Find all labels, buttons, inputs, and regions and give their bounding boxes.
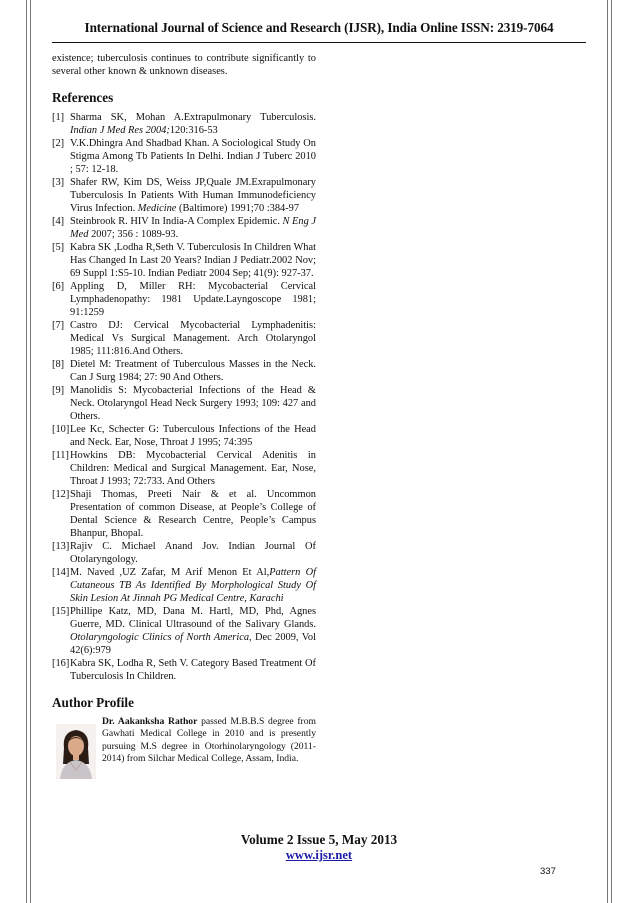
reference-plain-text: Sharma SK, Mohan A.Extrapulmonary Tuberculosis. <box>70 112 316 123</box>
reference-number: [9] <box>52 385 65 396</box>
reference-number: [4] <box>52 216 65 227</box>
reference-number: [14] <box>52 567 70 578</box>
volume-issue: Volume 2 Issue 5, May 2013 <box>240 832 398 847</box>
reference-text <box>70 137 316 176</box>
reference-plain-text: Manolidis S: Mycobacterial Infections of the Head & Neck. Otolaryngol Head Neck Surgery 1993; 109: 427 and Others. <box>70 385 316 422</box>
journal-header: International Journal of Science and Research (IJSR), India Online ISSN: 2319-7064 <box>84 20 554 35</box>
reference-item <box>52 319 316 358</box>
reference-text <box>70 657 316 683</box>
header-rule <box>52 42 586 43</box>
reference-italic-text: Pattern Of Cutaneous TB As Identified By Morphological Study Of Skin Lesion At Jinnah PG Medical Centre, Karachi <box>70 567 317 604</box>
reference-number: [5] <box>52 242 65 253</box>
reference-item <box>52 358 316 384</box>
reference-italic-text: Indian J Med Res 2004; <box>70 125 170 136</box>
reference-plain-text: Kabra SK ,Lodha R,Seth V. Tuberculosis In Children What Has Changed In Last 20 Years? Indian J Pediatr.2002 Nov; 69 Suppl 1:S5-10. Indian Pediatr 2004 Sep; 41(9): 927-37. <box>70 242 316 279</box>
reference-text <box>70 280 316 319</box>
reference-plain-text: M. Naved ,UZ Zafar, M Arif Menon Et Al, <box>70 567 270 578</box>
reference-text <box>70 566 316 605</box>
author-profile-heading: Author Profile <box>52 695 134 710</box>
reference-italic-text: N Eng J Med <box>70 216 316 240</box>
reference-text <box>70 319 316 358</box>
reference-plain-text: Steinbrook R. HIV In India-A Complex Epidemic. <box>70 216 283 227</box>
author-photo <box>56 724 96 779</box>
reference-text <box>70 423 316 449</box>
reference-plain-text: Dec 2009, Vol 42(6):979 <box>70 632 316 656</box>
reference-item <box>52 488 316 540</box>
reference-plain-text: 120:316-53 <box>169 125 218 136</box>
references-heading: References <box>52 90 114 105</box>
border-line <box>611 0 612 903</box>
reference-number: [12] <box>52 489 70 500</box>
reference-plain-text: Dietel M: Treatment of Tuberculous Masses in the Neck. Can J Surg 1984; 27: 90 And Others. <box>70 359 316 383</box>
text-column <box>52 52 316 779</box>
reference-plain-text: Appling D, Miller RH: Mycobacterial Cervical Lymphadenopathy: 1981 Update.Layngoscope 1981; 91:1259 <box>70 281 316 318</box>
reference-number: [1] <box>52 112 65 123</box>
reference-plain-text: Rajiv C. Michael Anand Jov. Indian Journal Of Otolaryngology. <box>70 541 316 565</box>
reference-plain-text: V.K.Dhingra And Shadbad Khan. A Sociological Study On Stigma Among Tb Patients In Delhi. Indian J Tuberc 2010 ; 57: 12-18. <box>70 138 316 175</box>
author-profile <box>52 716 316 779</box>
reference-item <box>52 566 316 605</box>
reference-text <box>70 540 316 566</box>
reference-number: [3] <box>52 177 65 188</box>
author-bio <box>102 716 316 779</box>
reference-list <box>52 111 316 683</box>
border-line <box>607 0 608 903</box>
reference-number: [6] <box>52 281 65 292</box>
reference-text <box>70 605 316 657</box>
reference-item <box>52 657 316 683</box>
reference-item <box>52 423 316 449</box>
reference-number: [16] <box>52 658 70 669</box>
reference-item <box>52 449 316 488</box>
reference-text <box>70 358 316 384</box>
reference-item <box>52 137 316 176</box>
reference-item <box>52 605 316 657</box>
reference-text <box>70 215 316 241</box>
author-name: Dr. Aakanksha Rathor <box>102 716 198 727</box>
reference-plain-text: 2007; 356 : 1089-93. <box>88 229 179 240</box>
reference-text <box>70 176 316 215</box>
reference-item <box>52 215 316 241</box>
journal-link[interactable]: www.ijsr.net <box>285 848 353 862</box>
reference-text <box>70 111 316 137</box>
reference-number: [8] <box>52 359 65 370</box>
reference-plain-text: Lee Kc, Schecter G: Tuberculous Infections of the Head and Neck. Ear, Nose, Throat J 1995; 74:395 <box>70 424 316 448</box>
reference-italic-text: Medicine <box>137 203 177 214</box>
reference-number: [15] <box>52 606 70 617</box>
border-line <box>30 0 31 903</box>
reference-plain-text: (Baltimore) 1991;70 :384-97 <box>176 203 300 214</box>
reference-item <box>52 176 316 215</box>
reference-number: [11] <box>52 450 69 461</box>
reference-number: [10] <box>52 424 70 435</box>
reference-number: [2] <box>52 138 65 149</box>
reference-number: [7] <box>52 320 65 331</box>
border-line <box>26 0 27 903</box>
reference-text <box>70 241 316 280</box>
page-footer <box>52 832 586 863</box>
reference-plain-text: Shafer RW, Kim DS, Weiss JP,Quale JM.Exrapulmonary Tuberculosis In Patients With Human Immunodeficiency Virus Infection. <box>70 177 316 214</box>
reference-plain-text: Shaji Thomas, Preeti Nair & et al. Uncommon Presentation of common Disease, at People’s College of Dental Science & Research Centre, People’s Campus Bhanpur, Bhopal. <box>70 489 316 539</box>
reference-item <box>52 111 316 137</box>
reference-plain-text: Phillipe Katz, MD, Dana M. Hartl, MD, Phd, Agnes Guerre, MD. Clinical Ultrasound of the Salivary Glands. <box>70 606 316 630</box>
reference-item <box>52 540 316 566</box>
reference-text <box>70 449 316 488</box>
reference-plain-text: Kabra SK, Lodha R, Seth V. Category Based Treatment Of Tuberculosis In Children. <box>70 658 316 682</box>
reference-item <box>52 280 316 319</box>
reference-item <box>52 384 316 423</box>
reference-number: [13] <box>52 541 70 552</box>
reference-text <box>70 488 316 540</box>
page-number: 337 <box>540 866 556 877</box>
reference-plain-text: Howkins DB: Mycobacterial Cervical Adenitis in Children: Medical and Surgical Management. Ear, Nose, Throat J 1993; 72:733. And Others <box>70 450 316 487</box>
intro-paragraph: existence; tuberculosis continues to contribute significantly to several other known & unknown diseases. <box>52 53 316 77</box>
reference-text <box>70 384 316 423</box>
author-bio-text: passed M.B.B.S degree from Gawhati Medical College in 2010 and is presently pursuing M.S degree in Otorhinolaryngology (2011-2014) from Silchar Medical College, Assam, India. <box>102 716 316 764</box>
reference-plain-text: Castro DJ: Cervical Mycobacterial Lymphadenitis: Medical Vs Surgical Management. Arch Otolaryngol 1985; 111:816.And Others. <box>70 320 316 357</box>
reference-item <box>52 241 316 280</box>
reference-italic-text: Otolaryngologic Clinics of North America, <box>70 632 252 643</box>
